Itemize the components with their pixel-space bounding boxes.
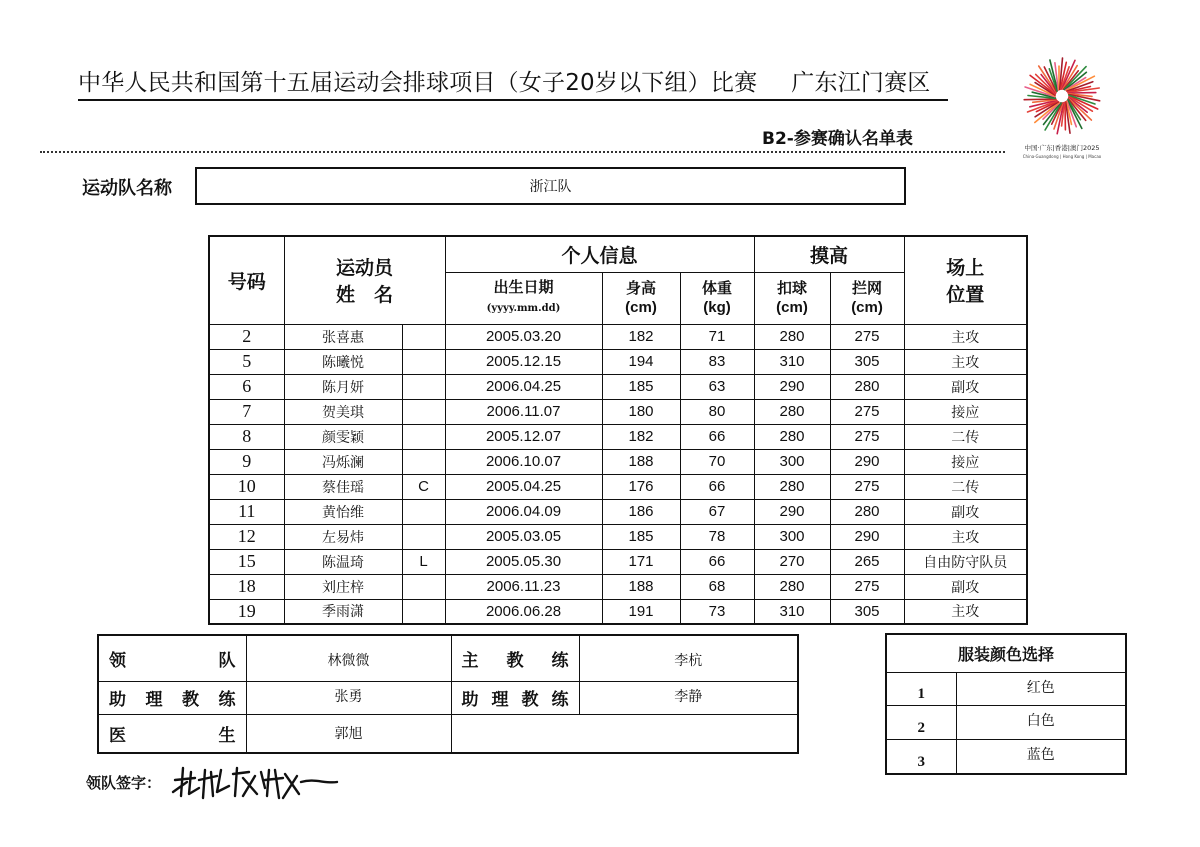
player-spike-reach: 280 bbox=[754, 474, 830, 499]
header-number: 号码 bbox=[209, 236, 284, 324]
player-spike-reach: 280 bbox=[754, 324, 830, 349]
header-height-line1: 身高 bbox=[626, 280, 657, 297]
player-number: 12 bbox=[209, 524, 284, 549]
player-birth-date: 2006.06.28 bbox=[445, 599, 602, 624]
player-number: 7 bbox=[209, 399, 284, 424]
roster-row bbox=[209, 399, 1027, 424]
player-spike-reach: 280 bbox=[754, 574, 830, 599]
player-number: 5 bbox=[209, 349, 284, 374]
head-coach-label-char: 主 bbox=[461, 650, 479, 671]
player-role bbox=[402, 374, 445, 399]
assistant-coach-label-1 bbox=[98, 681, 246, 715]
assistant-coach-label-char: 助 bbox=[109, 690, 126, 711]
player-role bbox=[402, 524, 445, 549]
doctor-label-char: 生 bbox=[218, 726, 236, 747]
player-position: 副攻 bbox=[904, 374, 1027, 399]
player-weight: 83 bbox=[680, 349, 754, 374]
handwritten-signature-icon bbox=[165, 758, 340, 804]
player-height: 185 bbox=[602, 374, 680, 399]
header-birth bbox=[445, 272, 602, 324]
player-number: 11 bbox=[209, 499, 284, 524]
player-position: 接应 bbox=[904, 449, 1027, 474]
assistant-coach-value-2: 李静 bbox=[579, 681, 798, 715]
player-position: 副攻 bbox=[904, 574, 1027, 599]
player-number: 19 bbox=[209, 599, 284, 624]
header-block bbox=[830, 272, 904, 324]
player-spike-reach: 280 bbox=[754, 424, 830, 449]
player-name: 蔡佳瑶 bbox=[284, 474, 402, 499]
head-coach-label-char: 练 bbox=[551, 650, 569, 671]
player-number: 9 bbox=[209, 449, 284, 474]
player-number: 6 bbox=[209, 374, 284, 399]
player-spike-reach: 310 bbox=[754, 349, 830, 374]
assistant-coach-label-char: 练 bbox=[551, 690, 569, 711]
player-role bbox=[402, 599, 445, 624]
player-number: 8 bbox=[209, 424, 284, 449]
player-number: 2 bbox=[209, 324, 284, 349]
header-athlete bbox=[284, 236, 445, 324]
player-birth-date: 2005.05.30 bbox=[445, 549, 602, 574]
player-block-reach: 290 bbox=[830, 449, 904, 474]
staff-table bbox=[97, 634, 799, 754]
assistant-coach-label-char: 教 bbox=[182, 690, 199, 711]
uniform-option-color: 白色 bbox=[956, 706, 1126, 740]
player-birth-date: 2006.10.07 bbox=[445, 449, 602, 474]
uniform-color-title: 服装颜色选择 bbox=[886, 634, 1126, 672]
roster-row bbox=[209, 474, 1027, 499]
dotted-divider bbox=[40, 151, 1005, 153]
player-block-reach: 290 bbox=[830, 524, 904, 549]
player-number: 10 bbox=[209, 474, 284, 499]
player-birth-date: 2005.03.05 bbox=[445, 524, 602, 549]
player-position: 主攻 bbox=[904, 599, 1027, 624]
player-height: 171 bbox=[602, 549, 680, 574]
team-name-label: 运动队名称 bbox=[82, 178, 172, 199]
player-position: 二传 bbox=[904, 424, 1027, 449]
header-height-line2: (cm) bbox=[625, 299, 657, 316]
player-spike-reach: 310 bbox=[754, 599, 830, 624]
player-position: 接应 bbox=[904, 399, 1027, 424]
player-weight: 78 bbox=[680, 524, 754, 549]
player-weight: 68 bbox=[680, 574, 754, 599]
player-weight: 66 bbox=[680, 549, 754, 574]
team-leader-label bbox=[98, 635, 246, 681]
player-role: L bbox=[402, 549, 445, 574]
player-birth-date: 2005.12.15 bbox=[445, 349, 602, 374]
player-birth-date: 2005.12.07 bbox=[445, 424, 602, 449]
player-height: 186 bbox=[602, 499, 680, 524]
roster-row bbox=[209, 424, 1027, 449]
header-spike bbox=[754, 272, 830, 324]
player-role bbox=[402, 349, 445, 374]
header-weight-line2: (kg) bbox=[703, 299, 731, 316]
player-birth-date: 2006.04.09 bbox=[445, 499, 602, 524]
header-position-line2: 位置 bbox=[946, 285, 985, 307]
player-position: 主攻 bbox=[904, 324, 1027, 349]
player-weight: 66 bbox=[680, 474, 754, 499]
player-name: 张喜惠 bbox=[284, 324, 402, 349]
player-position: 主攻 bbox=[904, 524, 1027, 549]
header-reach: 摸高 bbox=[754, 236, 904, 272]
header-athlete-line2: 姓 名 bbox=[336, 285, 394, 307]
player-block-reach: 265 bbox=[830, 549, 904, 574]
player-height: 191 bbox=[602, 599, 680, 624]
games-logo-icon bbox=[1008, 50, 1116, 162]
head-coach-label bbox=[451, 635, 579, 681]
roster-row bbox=[209, 499, 1027, 524]
player-name: 颜雯颖 bbox=[284, 424, 402, 449]
player-name: 季雨潇 bbox=[284, 599, 402, 624]
uniform-option-color: 红色 bbox=[956, 672, 1126, 706]
header-personal-info: 个人信息 bbox=[445, 236, 754, 272]
doctor-label-char: 医 bbox=[109, 726, 126, 747]
player-name: 黄怡维 bbox=[284, 499, 402, 524]
roster-table bbox=[208, 235, 1028, 625]
header-birth-label: 出生日期 bbox=[493, 279, 554, 296]
player-weight: 70 bbox=[680, 449, 754, 474]
player-spike-reach: 300 bbox=[754, 449, 830, 474]
player-weight: 67 bbox=[680, 499, 754, 524]
player-name: 陈曦悦 bbox=[284, 349, 402, 374]
player-block-reach: 305 bbox=[830, 599, 904, 624]
header-birth-format: (yyyy.mm.dd) bbox=[486, 303, 561, 314]
header-spike-line2: (cm) bbox=[776, 299, 808, 316]
header-position bbox=[904, 236, 1027, 324]
doctor-value: 郭旭 bbox=[246, 715, 451, 753]
player-weight: 66 bbox=[680, 424, 754, 449]
player-block-reach: 275 bbox=[830, 424, 904, 449]
player-height: 182 bbox=[602, 424, 680, 449]
staff-empty-cell bbox=[451, 715, 798, 753]
logo-caption: 中国·广东|香港|澳门2025 bbox=[1024, 144, 1100, 152]
player-spike-reach: 290 bbox=[754, 499, 830, 524]
player-height: 188 bbox=[602, 574, 680, 599]
player-weight: 71 bbox=[680, 324, 754, 349]
player-block-reach: 275 bbox=[830, 474, 904, 499]
player-number: 15 bbox=[209, 549, 284, 574]
player-name: 左易炜 bbox=[284, 524, 402, 549]
form-subtitle: B2-参赛确认名单表 bbox=[762, 129, 913, 149]
team-name-value: 浙江队 bbox=[529, 179, 572, 195]
header-position-line1: 场上 bbox=[946, 258, 985, 280]
player-height: 180 bbox=[602, 399, 680, 424]
player-name: 冯烁澜 bbox=[284, 449, 402, 474]
assistant-coach-label-char: 理 bbox=[491, 690, 509, 711]
player-name: 贺美琪 bbox=[284, 399, 402, 424]
player-position: 副攻 bbox=[904, 499, 1027, 524]
player-role bbox=[402, 324, 445, 349]
player-position: 自由防守队员 bbox=[904, 549, 1027, 574]
logo-caption-en: China·Guangdong | Hong Kong | Macao bbox=[1022, 154, 1102, 159]
player-spike-reach: 270 bbox=[754, 549, 830, 574]
team-leader-label-char: 领 bbox=[109, 650, 126, 671]
doctor-label bbox=[98, 715, 246, 753]
roster-row bbox=[209, 324, 1027, 349]
player-spike-reach: 300 bbox=[754, 524, 830, 549]
player-block-reach: 305 bbox=[830, 349, 904, 374]
player-block-reach: 275 bbox=[830, 574, 904, 599]
player-height: 188 bbox=[602, 449, 680, 474]
roster-row bbox=[209, 599, 1027, 624]
assistant-coach-label-char: 理 bbox=[145, 690, 163, 711]
player-weight: 63 bbox=[680, 374, 754, 399]
player-role bbox=[402, 499, 445, 524]
header-weight bbox=[680, 272, 754, 324]
assistant-coach-label-char: 教 bbox=[521, 690, 539, 711]
team-leader-label-char: 队 bbox=[218, 650, 236, 671]
header-spike-line1: 扣球 bbox=[777, 280, 808, 297]
player-position: 二传 bbox=[904, 474, 1027, 499]
player-height: 185 bbox=[602, 524, 680, 549]
player-role bbox=[402, 399, 445, 424]
roster-row bbox=[209, 549, 1027, 574]
player-height: 182 bbox=[602, 324, 680, 349]
player-role bbox=[402, 449, 445, 474]
player-birth-date: 2006.11.07 bbox=[445, 399, 602, 424]
uniform-option-index: 2 bbox=[886, 706, 956, 740]
player-birth-date: 2006.11.23 bbox=[445, 574, 602, 599]
roster-row bbox=[209, 574, 1027, 599]
header-block-line1: 拦网 bbox=[852, 280, 883, 297]
team-leader-value: 林微微 bbox=[246, 635, 451, 681]
player-name: 刘庄梓 bbox=[284, 574, 402, 599]
player-role bbox=[402, 574, 445, 599]
player-spike-reach: 290 bbox=[754, 374, 830, 399]
document-title bbox=[78, 64, 948, 101]
roster-row bbox=[209, 374, 1027, 399]
head-coach-value: 李杭 bbox=[579, 635, 798, 681]
player-role: C bbox=[402, 474, 445, 499]
roster-row bbox=[209, 524, 1027, 549]
event-title: 中华人民共和国第十五届运动会排球项目（女子20岁以下组）比赛 bbox=[78, 70, 758, 96]
roster-row bbox=[209, 349, 1027, 374]
player-height: 176 bbox=[602, 474, 680, 499]
header-athlete-line1: 运动员 bbox=[336, 258, 394, 280]
assistant-coach-value-1: 张勇 bbox=[246, 681, 451, 715]
player-height: 194 bbox=[602, 349, 680, 374]
assistant-coach-label-2 bbox=[451, 681, 579, 715]
player-weight: 80 bbox=[680, 399, 754, 424]
player-role bbox=[402, 424, 445, 449]
team-name-field bbox=[195, 167, 906, 205]
header-weight-line1: 体重 bbox=[702, 280, 733, 297]
player-spike-reach: 280 bbox=[754, 399, 830, 424]
player-block-reach: 280 bbox=[830, 374, 904, 399]
uniform-color-table bbox=[885, 633, 1127, 775]
uniform-option-index: 3 bbox=[886, 740, 956, 774]
header-block-line2: (cm) bbox=[851, 299, 883, 316]
player-name: 陈月妍 bbox=[284, 374, 402, 399]
header-height bbox=[602, 272, 680, 324]
player-position: 主攻 bbox=[904, 349, 1027, 374]
assistant-coach-label-char: 助 bbox=[461, 690, 479, 711]
player-name: 陈温琦 bbox=[284, 549, 402, 574]
logo-ray bbox=[1024, 99, 1056, 100]
player-number: 18 bbox=[209, 574, 284, 599]
head-coach-label-char: 教 bbox=[506, 650, 524, 671]
player-block-reach: 280 bbox=[830, 499, 904, 524]
player-block-reach: 275 bbox=[830, 399, 904, 424]
signature-label: 领队签字： bbox=[86, 774, 162, 792]
roster-row bbox=[209, 449, 1027, 474]
uniform-option-color: 蓝色 bbox=[956, 740, 1126, 774]
player-birth-date: 2005.03.20 bbox=[445, 324, 602, 349]
uniform-option-index: 1 bbox=[886, 672, 956, 706]
player-birth-date: 2005.04.25 bbox=[445, 474, 602, 499]
player-block-reach: 275 bbox=[830, 324, 904, 349]
player-weight: 73 bbox=[680, 599, 754, 624]
event-zone: 广东江门赛区 bbox=[791, 70, 931, 96]
player-birth-date: 2006.04.25 bbox=[445, 374, 602, 399]
assistant-coach-label-char: 练 bbox=[218, 690, 236, 711]
